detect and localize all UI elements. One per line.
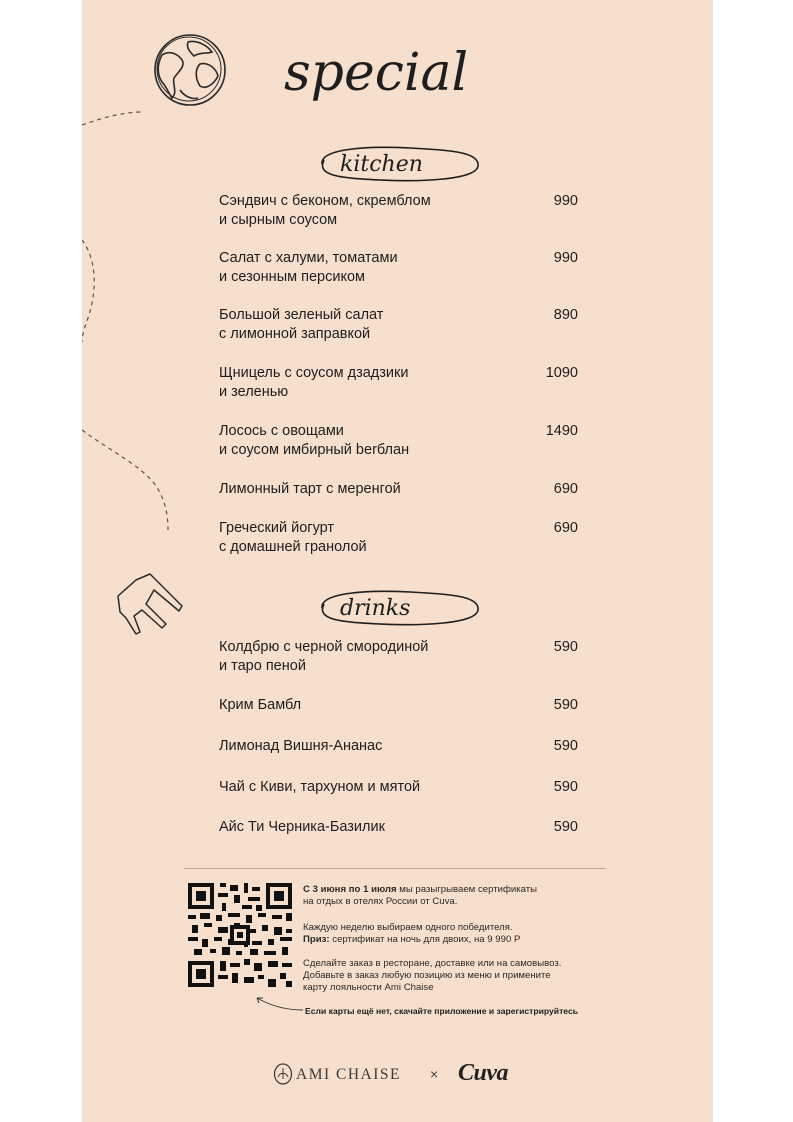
menu-item	[219, 249, 539, 286]
flight-path	[82, 112, 168, 530]
promo-paragraph-3	[303, 958, 603, 995]
item-price: 890	[553, 307, 578, 323]
arrow-icon	[247, 994, 307, 1014]
promo-paragraph-1	[303, 884, 603, 908]
menu-item	[219, 818, 539, 837]
item-name-line1: Греческий йогурт	[219, 520, 335, 536]
ami-chaise-logo-icon	[273, 1063, 293, 1085]
item-name-line1: Чай с Киви, тархуном и мятой	[219, 779, 421, 795]
brand-cuva-logo: Cuva	[458, 1060, 509, 1086]
item-name-line2: с домашней гранолой	[219, 538, 367, 555]
item-name-line1: Айс Ти Черника-Базилик	[219, 819, 385, 835]
menu-item	[219, 638, 539, 675]
item-price: 1490	[545, 423, 578, 439]
item-price: 990	[553, 193, 578, 209]
item-name-line2: и сырным соусом	[219, 211, 338, 228]
svg-text:drinks: drinks	[340, 596, 411, 621]
item-price: 990	[553, 250, 578, 266]
globe-icon	[155, 35, 225, 105]
item-name-line2: и соусом имбирный berблан	[219, 441, 410, 458]
menu-item	[219, 519, 539, 556]
menu-item	[219, 737, 539, 756]
item-name-line2: и сезонным персиком	[219, 268, 365, 285]
item-price: 590	[553, 738, 578, 754]
promo-text: карту лояльности Ami Chaise	[303, 982, 434, 994]
promo-paragraph-2	[303, 922, 603, 946]
item-name-line1: Колдбрю с черной смородиной	[219, 639, 429, 655]
menu-page	[82, 0, 713, 1122]
item-price: 590	[553, 639, 578, 655]
item-price: 590	[553, 697, 578, 713]
drinks-section-label	[310, 584, 486, 630]
menu-item	[219, 306, 539, 343]
page-title	[280, 22, 520, 112]
item-name-line2: и зеленью	[219, 383, 289, 400]
promo-text: Добавьте в заказ любую позицию из меню и примените	[303, 970, 551, 982]
item-name-line2: с лимонной заправкой	[219, 325, 371, 342]
app-download-note: Если карты ещё нет, скачайте приложение и зарегистрируйтесь	[305, 1006, 579, 1016]
item-name-line1: Большой зеленый салат	[219, 307, 384, 323]
item-name-line1: Крим Бамбл	[219, 697, 302, 713]
item-name-line1: Лимонад Вишня-Ананас	[219, 738, 383, 754]
item-name-line2: и таро пеной	[219, 657, 306, 674]
item-price: 590	[553, 779, 578, 795]
promo-text: мы разыгрываем сертификаты	[396, 884, 538, 895]
menu-item	[219, 364, 539, 401]
item-price: 690	[553, 520, 578, 536]
brand-ami-chaise: AMI CHAISE	[296, 1066, 401, 1083]
item-price: 590	[553, 819, 578, 835]
item-name-line1: Щницель с соусом дзадзики	[219, 365, 409, 381]
promo-text: Каждую неделю выбираем одного победителя.	[303, 922, 513, 933]
svg-text:kitchen: kitchen	[340, 152, 423, 177]
item-name-line1: Лимонный тарт с меренгой	[219, 481, 401, 497]
menu-item	[219, 696, 539, 715]
promo-dates: С 3 июня по 1 июля	[303, 884, 397, 895]
brand-separator: ×	[430, 1066, 439, 1082]
promo-text: Сделайте заказ в ресторане, доставке или на самовывоз.	[303, 958, 562, 969]
item-price: 690	[553, 481, 578, 497]
item-name-line1: Салат с халуми, томатами	[219, 250, 398, 266]
item-name-line1: Лосось с овощами	[219, 423, 344, 439]
airplane-icon	[118, 574, 182, 634]
menu-item	[219, 480, 539, 499]
prize-label: Приз:	[303, 934, 330, 946]
qr-code[interactable]	[188, 883, 292, 987]
kitchen-section-label	[310, 140, 486, 186]
promo-text: на отдых в отелях России от Cuva.	[303, 896, 458, 908]
item-name-line1: Сэндвич с беконом, скремблом	[219, 193, 431, 209]
svg-text:special: special	[284, 43, 469, 103]
menu-item	[219, 778, 539, 797]
menu-item	[219, 422, 539, 459]
promo-text: сертификат на ночь для двоих, на 9 990 Р	[329, 934, 521, 946]
menu-item	[219, 192, 539, 229]
divider	[184, 868, 606, 869]
item-price: 1090	[545, 365, 578, 381]
